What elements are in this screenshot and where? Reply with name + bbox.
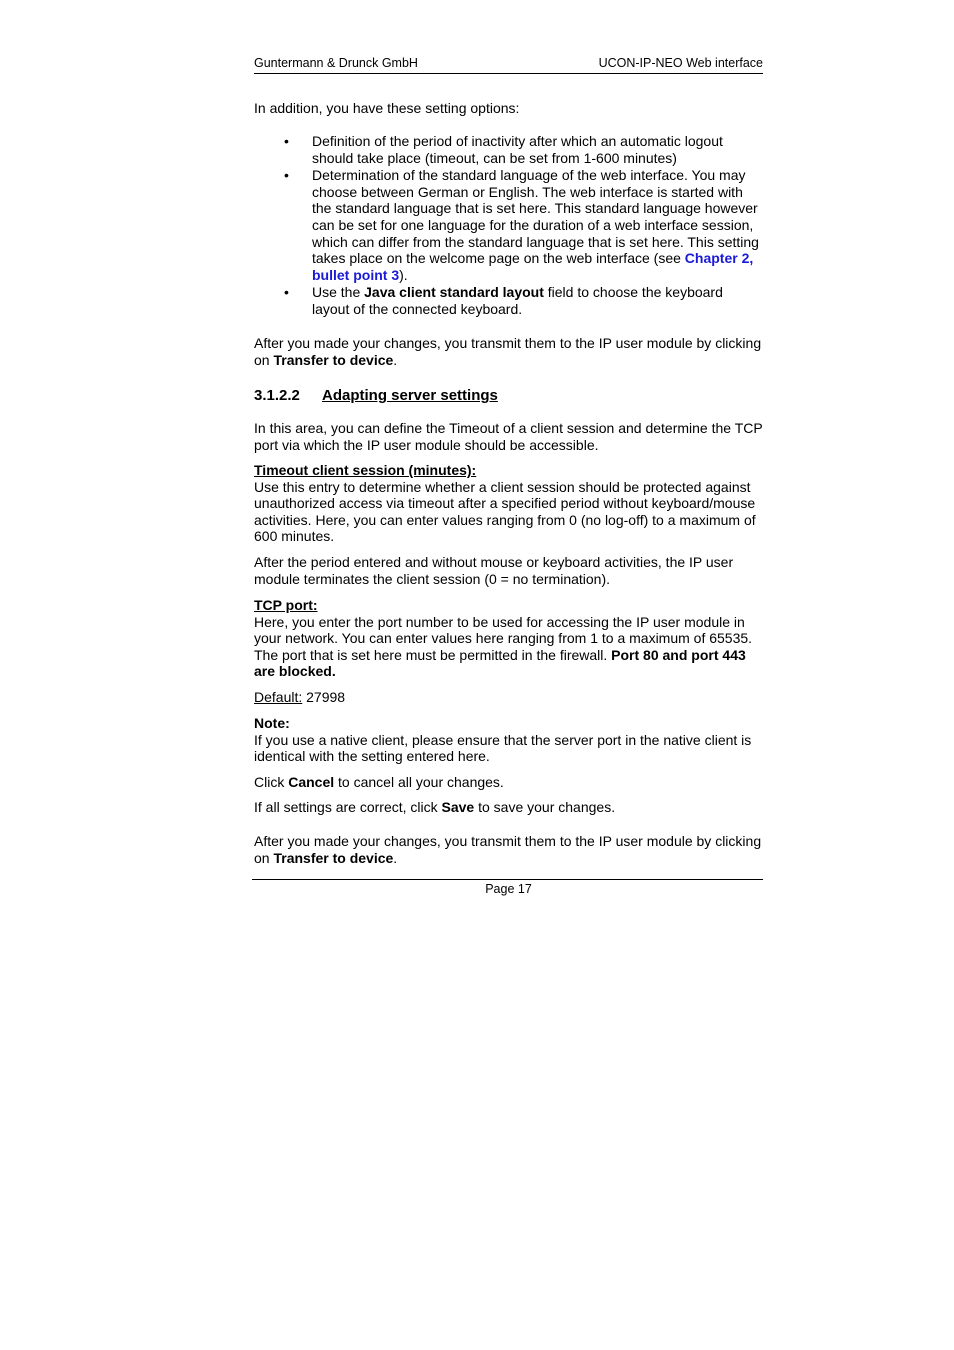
- bullet-icon: •: [284, 284, 289, 301]
- save-text: If all settings are correct, click: [254, 799, 442, 815]
- transfer-suffix: .: [393, 849, 398, 866]
- timeout-label: Timeout client session (minutes):: [254, 462, 477, 478]
- transfer-paragraph-2: [254, 833, 763, 866]
- bullet-text-timeout: Definition of the period of inactivity after which an automatic logout should take place (timeout, can be set from 1-600 minutes): [312, 133, 723, 166]
- transfer-term: Transfer to device: [273, 351, 394, 368]
- timeout-text-2: After the period entered and without mouse or keyboard activities, the IP user module terminates the client session (0 = no termination).: [254, 554, 734, 587]
- page-header: [254, 55, 763, 74]
- cancel-term: Cancel: [288, 774, 335, 790]
- cancel-paragraph: [254, 774, 763, 791]
- cancel-text: Click: [254, 774, 289, 790]
- tcp-default: [254, 689, 763, 706]
- default-label: Default:: [254, 689, 303, 705]
- intro-paragraph: In addition, you have these setting options:: [254, 100, 520, 116]
- tcp-label: TCP port:: [254, 597, 318, 613]
- bullet-text-post: field to choose the keyboard layout of the connected keyboard.: [312, 284, 723, 317]
- chapter-link[interactable]: Chapter 2, bullet point 3: [312, 250, 754, 283]
- note-label: Note:: [254, 715, 290, 731]
- bullet-icon: •: [284, 167, 289, 184]
- section-title: Adapting server settings: [322, 387, 498, 404]
- save-suffix: to save your changes.: [474, 799, 616, 815]
- settings-options-list: [254, 133, 763, 319]
- footer-divider: [252, 879, 763, 880]
- page-number: Page 17: [485, 882, 532, 896]
- tcp-text: Here, you enter the port number to be used for accessing the IP user module in your network. You can enter values here ranging from 1 to a maximum of 65535. The port that is set here must be permitted in the firewall.: [254, 613, 753, 663]
- save-term: Save: [441, 799, 475, 815]
- java-layout-term: Java client standard layout: [364, 284, 544, 301]
- tcp-blocked-ports: Port 80 and port 443 are blocked.: [254, 646, 746, 680]
- note-text: If you use a native client, please ensure that the server port in the native client is identical with the setting entered here.: [254, 731, 752, 765]
- header-company: Guntermann & Drunck GmbH: [254, 56, 418, 70]
- transfer-text: After you made your changes, you transmit them to the IP user module by clicking on: [254, 833, 762, 866]
- section-number: 3.1.2.2: [254, 387, 300, 404]
- cancel-suffix: to cancel all your changes.: [334, 774, 504, 790]
- save-paragraph: [254, 799, 763, 816]
- list-item: [254, 133, 763, 166]
- transfer-suffix: .: [393, 351, 398, 368]
- bullet-icon: •: [284, 133, 289, 149]
- tcp-block: [254, 597, 763, 680]
- default-value: 27998: [302, 689, 346, 705]
- timeout-block: [254, 462, 763, 545]
- timeout-text: Use this entry to determine whether a client session should be protected against unauthorized access via timeout after a specified period without keyboard/mouse activities. Here, you can enter values ranging from 0 (no log-off) to a maximum of 600 minutes.: [254, 478, 756, 545]
- transfer-text: After you made your changes, you transmit them to the IP user module by clicking on: [254, 335, 762, 368]
- bullet-text-language: Determination of the standard language of the web interface. You may choose between German or English. The web interface is started with the standard language that is set here. This standard language however can be set for one language for the duration of a web interface session, which can differ from the standard language that is set here. This setting takes place on the welcome page on the web interface (see: [312, 167, 759, 267]
- section-heading: [254, 387, 498, 405]
- note-block: [254, 715, 763, 765]
- bullet-text-suffix: ).: [399, 266, 408, 283]
- section-intro: In this area, you can define the Timeout of a client session and determine the TCP port via which the IP user module should be accessible.: [254, 420, 763, 453]
- bullet-text-pre: Use the: [312, 284, 365, 301]
- header-product: UCON-IP-NEO Web interface: [598, 56, 763, 70]
- transfer-paragraph-1: [254, 335, 763, 368]
- list-item: [254, 167, 763, 283]
- list-item: [254, 284, 763, 317]
- transfer-term: Transfer to device: [273, 849, 394, 866]
